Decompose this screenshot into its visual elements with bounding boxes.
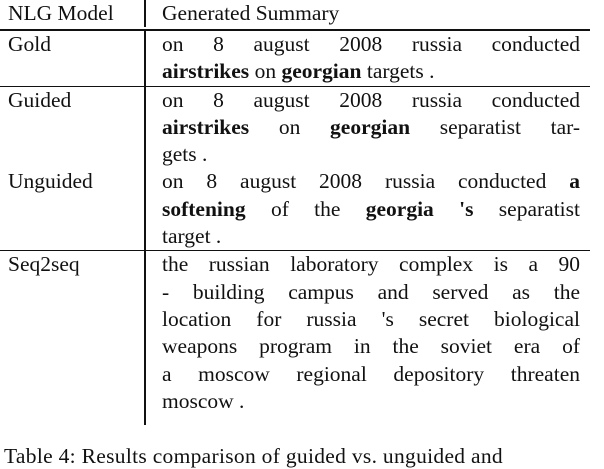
summary-line [162, 31, 580, 58]
table-row [0, 31, 590, 86]
summary-text: gets . [162, 142, 208, 167]
highlighted-word: georgian [330, 114, 411, 139]
highlighted-word: airstrikes [162, 59, 250, 84]
table-row [0, 251, 590, 415]
summary-line [162, 388, 580, 415]
highlighted-word: airstrikes [162, 114, 250, 139]
summary-text: of the [245, 196, 366, 221]
header-row [0, 0, 590, 29]
summary-text: location for russia 's secret biological [162, 306, 580, 331]
table-caption: Table 4: Results comparison of guided vs. unguided and [4, 444, 503, 468]
highlighted-word: georgian [281, 59, 362, 84]
summary-text: on 8 august 2008 russia conducted [162, 87, 580, 112]
model-name: Gold [8, 32, 51, 56]
summary-text: - building campus and served as the [162, 279, 580, 304]
table-row [0, 168, 590, 250]
summary-text: on 8 august 2008 russia conducted [162, 32, 580, 56]
summary-text: separatist tar- [410, 114, 580, 139]
highlighted-word: softening [162, 196, 246, 221]
highlighted-word: a [569, 169, 580, 194]
summary-line [162, 361, 580, 388]
summary-text: a moscow regional depository threaten [162, 361, 580, 386]
highlighted-word: georgia 's [365, 196, 474, 221]
summary-text: targets . [361, 59, 435, 84]
model-name: Seq2seq [8, 252, 80, 277]
summary-line [162, 87, 580, 114]
summary-text: moscow . [162, 388, 245, 413]
summary-line [162, 251, 580, 278]
summary-line [162, 196, 580, 223]
summary-text: on [249, 59, 282, 84]
summary-text: the russian laboratory complex is a 90 [162, 252, 580, 277]
summary-line [162, 333, 580, 360]
model-name: Guided [8, 87, 72, 112]
summary-line [162, 58, 580, 85]
summary-text: on [249, 114, 331, 139]
summary-text: weapons program in the soviet era of [162, 334, 580, 359]
model-name: Unguided [8, 169, 93, 194]
header-nlg-model: NLG Model [0, 0, 146, 27]
summary-line [162, 306, 580, 333]
summary-line [162, 279, 580, 306]
summary-line [162, 141, 580, 168]
summary-text: target . [162, 224, 222, 249]
summary-line [162, 114, 580, 141]
summary-text: on 8 august 2008 russia conducted [162, 169, 570, 194]
column-divider-tail [0, 415, 146, 425]
header-generated-summary: Generated Summary [162, 1, 340, 25]
summary-line [162, 223, 580, 250]
summary-line [162, 168, 580, 195]
summary-text: separatist [473, 196, 580, 221]
table-row [0, 87, 590, 169]
